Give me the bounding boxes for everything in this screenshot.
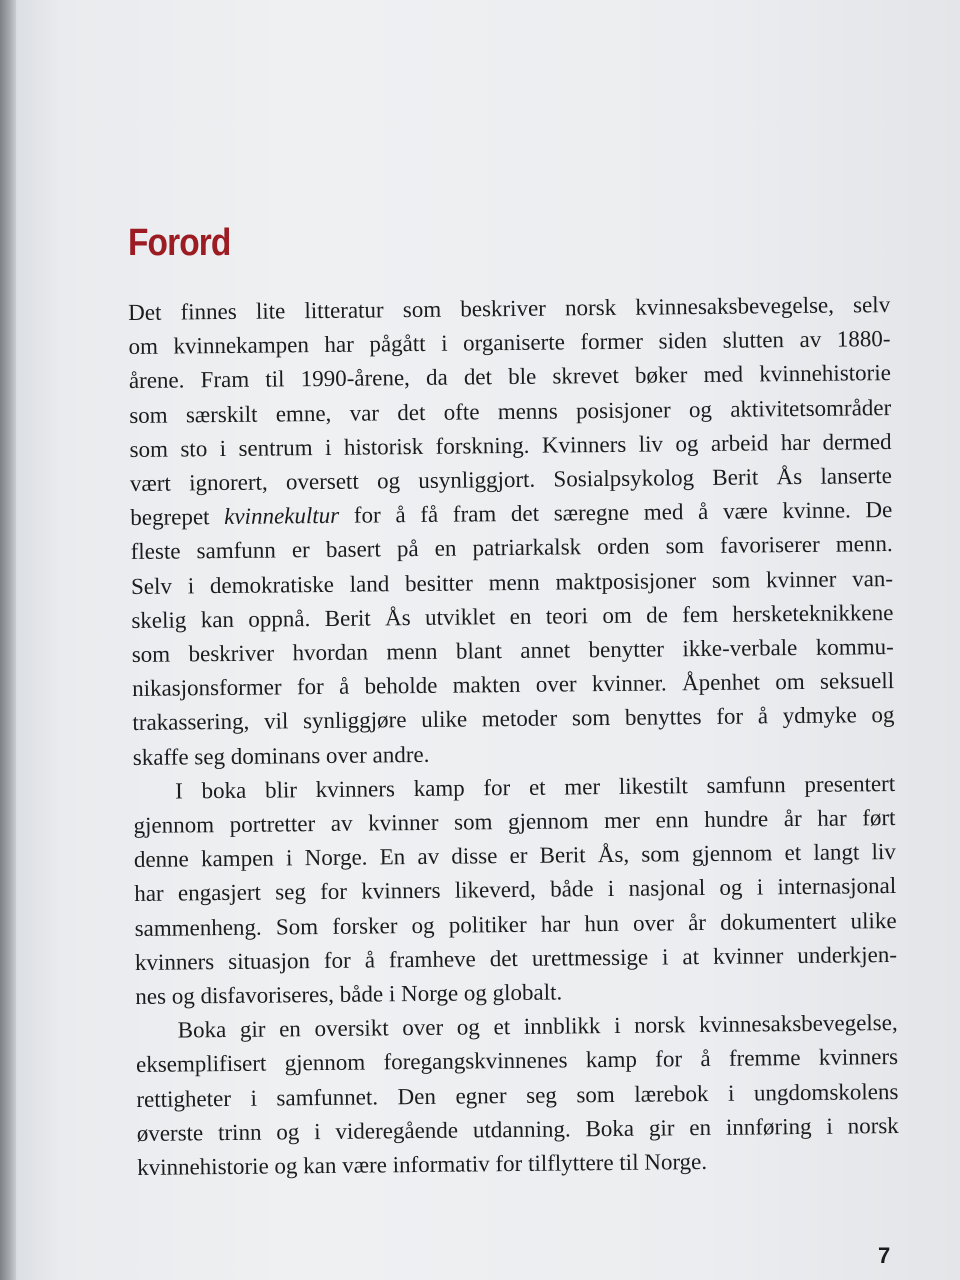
text-line: Det finnes lite litteratur som beskriver norsk kvinnesaksbevegelse, selv — [128, 292, 891, 325]
text-line: årene. Fram til 1990-årene, da det ble skrevet bøker med kvinnehistorie — [128, 360, 891, 394]
italic-term: kvinnekultur — [224, 503, 340, 530]
text-line: denne kampen i Norge. En av disse er Berit Ås, som gjennom et langt liv — [133, 839, 896, 873]
text-line: skelig kan oppnå. Berit Ås utviklet en teori om de fem hersketeknikkene — [131, 599, 894, 633]
text-line: eksemplifisert gjennom foregangskvinnenes kamp for å fremme kvinners — [135, 1044, 899, 1078]
text-line: sammenheng. Som forsker og politiker har hun over år dokumentert ulike — [134, 907, 897, 941]
text-line: som særskilt emne, var det ofte menns posisjoner og aktivitetsområder — [129, 394, 892, 428]
body-text — [128, 288, 899, 1185]
chapter-heading: Forord — [128, 222, 231, 264]
text-line: fleste samfunn er basert på en patriarkalsk orden som favoriserer menn. — [130, 531, 893, 565]
text-line: vært ignorert, oversett og usynliggjort. Sosialpsykolog Berit Ås lanserte — [129, 463, 893, 497]
paragraph-1 — [128, 288, 895, 775]
text-line: gjennom portretter av kvinner som gjennom mer enn hundre år har ført — [133, 805, 896, 839]
paragraph-3 — [136, 1006, 900, 1185]
text-run: for å få fram det særegne med å være kvinne. De — [339, 497, 893, 529]
text-line: som sto i sentrum i historisk forskning. Kvinners liv og arbeid har dermed — [129, 428, 892, 462]
text-line: nikasjonsformer for å beholde makten over kvinner. Åpenhet om seksuell — [131, 668, 895, 702]
paragraph-2 — [133, 767, 897, 1014]
text-line: I boka blir kvinners kamp for et mer likestilt samfunn presentert — [175, 770, 896, 804]
text-line: trakassering, vil synliggjøre ulike metoder som benyttes for å ydmyke og — [132, 702, 895, 736]
text-line: kvinners situasjon for å framheve det urettmessige i at kvinner underkjen- — [134, 941, 898, 975]
text-line: har engasjert seg for kvinners likeverd, både i nasjonal og i internasjonal — [134, 873, 897, 907]
text-line: nes og disfavoriseres, både i Norge og globalt. — [135, 979, 563, 1010]
page-number: 7 — [878, 1243, 891, 1268]
text-line: rettigheter i samfunnet. Den egner seg som lærebok i ungdomskolens — [136, 1078, 899, 1112]
text-line: Boka gir en oversikt over og et innblikk i norsk kvinnesaksbevegelse, — [177, 1010, 898, 1043]
text-line: Selv i demokratiske land besitter menn maktposisjoner som kvinner van- — [130, 565, 894, 599]
text-line: som beskriver hvordan menn blant annet benytter ikke-verbale kommu- — [131, 634, 894, 668]
text-line: om kvinnekampen har pågått i organiserte former siden slutten av 1880- — [128, 326, 891, 360]
book-gutter — [0, 0, 16, 1280]
text-line: øverste trinn og i videregående utdanning. Boka gir en innføring i norsk — [136, 1112, 899, 1146]
text-line: kvinnehistorie og kan være informativ for tilflyttere til Norge. — [136, 1149, 708, 1181]
text-run: begrepet — [130, 504, 225, 531]
text-line: skaffe seg dominans over andre. — [132, 741, 430, 770]
